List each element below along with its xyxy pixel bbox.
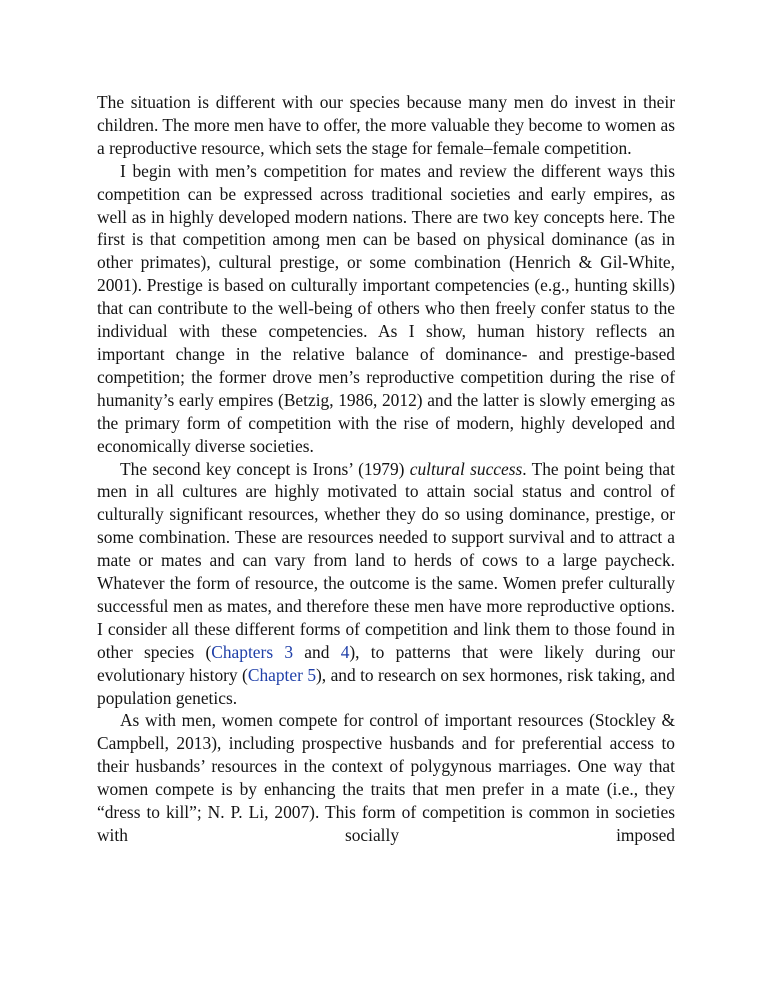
link-chapter-5[interactable]: Chapter 5 bbox=[247, 664, 317, 685]
paragraph-3-text-b: . The point being that men in all cultures are highly motivated to attain social status and control of culturally significant resources, whether they do so using dominance, prestige, or some combination. These are resources needed to support survival and to attract a mate or mates and can vary from land to herds of cows to a large paycheck. Whatever the form of resource, the outcome is the same. Women prefer culturally successful men as mates, and therefore these men have more reproductive options. I consider all these different forms of competition and link them to those found in other species ( bbox=[97, 458, 675, 662]
paragraph-3-text-c: and bbox=[293, 641, 341, 662]
link-chapter-4[interactable]: 4 bbox=[340, 641, 350, 662]
paragraph-2 bbox=[97, 160, 675, 458]
paragraph-1 bbox=[97, 91, 675, 160]
paragraph-3-text-d: ), to patterns that were likely during our evolutionary history ( bbox=[97, 641, 675, 685]
paragraph-4 bbox=[97, 709, 675, 846]
paragraph-1-text: The situation is different with our species because many men do invest in their children. The more men have to offer, the more valuable they become to women as a reproductive resource, which sets the stage for female–female competition. bbox=[97, 92, 675, 158]
paragraph-3-text-e: ), and to research on sex hormones, risk taking, and population genetics. bbox=[97, 664, 676, 708]
document-page bbox=[97, 91, 675, 847]
paragraph-4-text: As with men, women compete for control of important resources (Stockley & Campbell, 2013), including prospective husbands and for preferential access to their husbands’ resources in the context of polygynous marriages. One way that women compete is by enhancing the traits that men prefer in a mate (i.e., they “dress to kill”; N. P. Li, 2007). This form of competition is common in societies with socially imposed bbox=[97, 710, 675, 845]
paragraph-2-text: I begin with men’s competition for mates and review the different ways this competition can be expressed across traditional societies and early empires, as well as in highly developed modern nations. There are two key concepts here. The first is that competition among men can be based on physical dominance (as in other primates), cultural prestige, or some combination (Henrich & Gil-White, 2001). Prestige is based on culturally important competencies (e.g., hunting skills) that can contribute to the well-being of others who then freely confer status to the individual with these competencies. As I show, human history reflects an important change in the relative balance of dominance- and prestige-based competition; the former drove men’s reproductive competition during the rise of humanity’s early empires (Betzig, 1986, 2012) and the latter is slowly emerging as the primary form of competition with the rise of modern, highly developed and economically diverse societies. bbox=[97, 160, 675, 456]
link-chapters-3[interactable]: Chapters 3 bbox=[211, 641, 294, 662]
cultural-success-term: cultural success bbox=[409, 458, 523, 479]
paragraph-3 bbox=[97, 458, 675, 710]
paragraph-3-text-a: The second key concept is Irons’ (1979) bbox=[120, 458, 410, 479]
